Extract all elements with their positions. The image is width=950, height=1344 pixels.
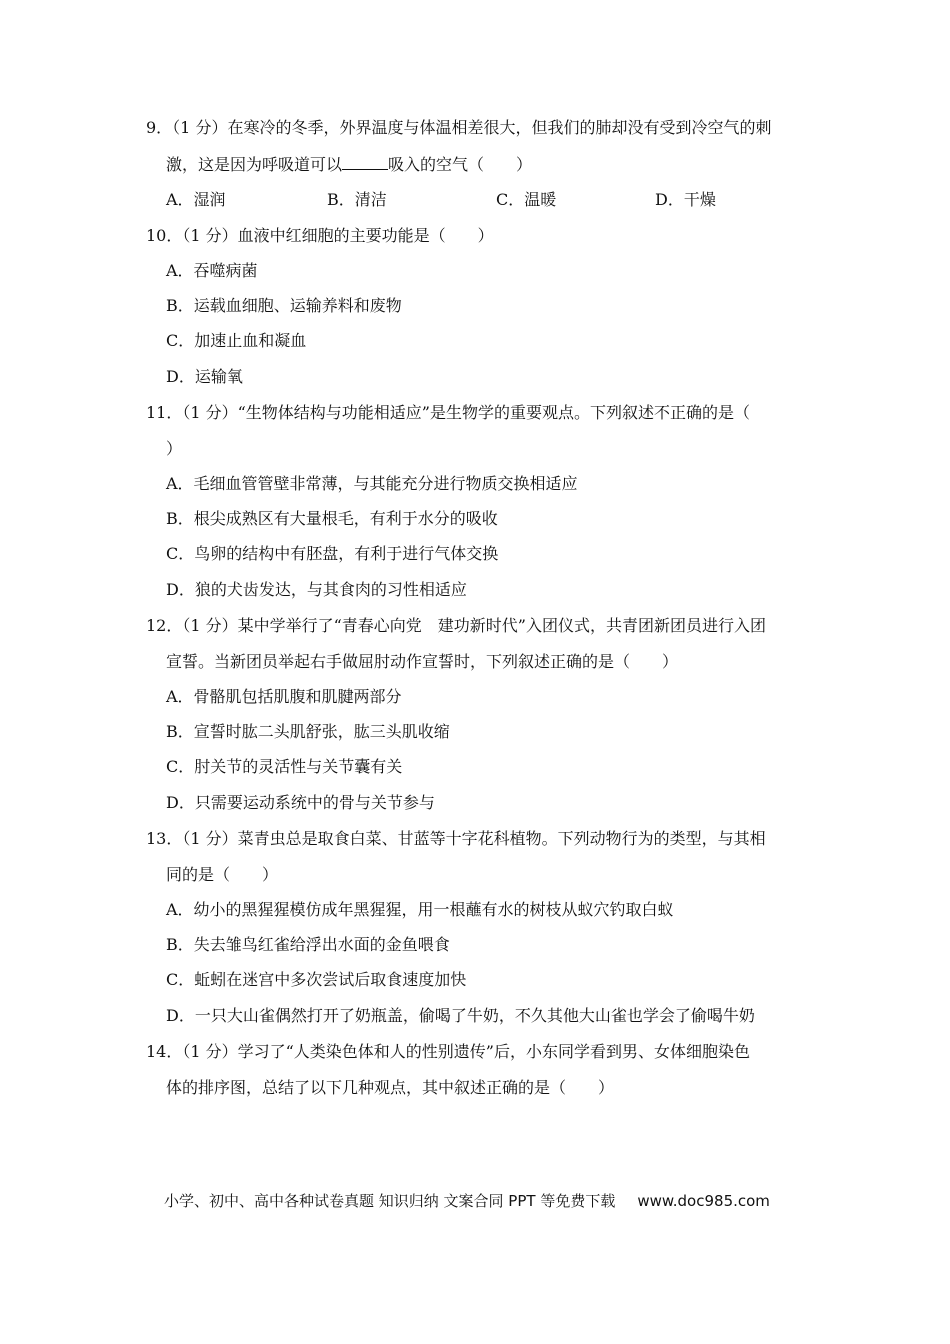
q11-stem-line1: 11．（1 分）“生物体结构与功能相适应”是生物学的重要观点。下列叙述不正确的是（: [146, 403, 750, 422]
q10-option-d: D．运输氧: [166, 367, 243, 386]
q9-blank: [342, 155, 388, 170]
q9-stem-pre: 激，这是因为呼吸道可以: [166, 155, 343, 174]
q10-stem: 10．（1 分）血液中红细胞的主要功能是（ ）: [146, 226, 494, 245]
q9-option-c: C．温暖: [496, 190, 557, 209]
q14-stem-line2: 体的排序图，总结了以下几种观点，其中叙述正确的是（ ）: [166, 1078, 615, 1097]
footer-url-link[interactable]: www.doc985.com: [637, 1192, 770, 1210]
q12-option-a: A．骨骼肌包括肌腹和肌腱两部分: [166, 687, 402, 706]
q9-option-a: A．湿润: [166, 190, 226, 209]
page-footer: [164, 1191, 770, 1211]
q13-stem-line1: 13．（1 分）菜青虫总是取食白菜、甘蓝等十字花科植物。下列动物行为的类型，与其相: [146, 829, 766, 848]
q13-stem-line2: 同的是（ ）: [166, 865, 279, 884]
q12-option-c: C．肘关节的灵活性与关节囊有关: [166, 757, 403, 776]
q12-option-b: B．宣誓时肱二头肌舒张，肱三头肌收缩: [166, 722, 450, 741]
q10-option-c: C．加速止血和凝血: [166, 331, 307, 350]
q11-stem-line2: ）: [166, 439, 183, 458]
footer-text: 小学、初中、高中各种试卷真题 知识归纳 文案合同 PPT 等免费下载: [164, 1192, 616, 1210]
q12-stem-line2: 宣誓。当新团员举起右手做屈肘动作宣誓时，下列叙述正确的是（ ）: [166, 652, 679, 671]
q10-option-b: B．运载血细胞、运输养料和废物: [166, 296, 402, 315]
q9-stem-post: 吸入的空气（ ）: [388, 155, 533, 174]
q9-stem-line1: 9．（1 分）在寒冷的冬季，外界温度与体温相差很大，但我们的肺却没有受到冷空气的刺: [146, 118, 772, 137]
q13-option-d: D．一只大山雀偶然打开了奶瓶盖，偷喝了牛奶，不久其他大山雀也学会了偷喝牛奶: [166, 1006, 755, 1025]
q12-stem-line1: 12．（1 分）某中学举行了“青春心向党 建功新时代”入团仪式，共青团新团员进行入团: [146, 616, 766, 635]
q9-stem-line2: [166, 155, 532, 175]
q11-option-c: C．鸟卵的结构中有胚盘，有利于进行气体交换: [166, 544, 499, 563]
q9-option-b: B．清洁: [327, 190, 387, 209]
q14-stem-line1: 14．（1 分）学习了“人类染色体和人的性别遗传”后，小东同学看到男、女体细胞染色: [146, 1042, 750, 1061]
q10-option-a: A．吞噬病菌: [166, 261, 258, 280]
q13-option-c: C．蚯蚓在迷宫中多次尝试后取食速度加快: [166, 970, 467, 989]
q13-option-b: B．失去雏鸟红雀给浮出水面的金鱼喂食: [166, 935, 450, 954]
q12-option-d: D．只需要运动系统中的骨与关节参与: [166, 793, 435, 812]
q11-option-a: A．毛细血管管壁非常薄，与其能充分进行物质交换相适应: [166, 474, 578, 493]
q11-option-d: D．狼的犬齿发达，与其食肉的习性相适应: [166, 580, 467, 599]
q9-option-d: D．干燥: [655, 190, 716, 209]
q13-option-a: A．幼小的黑猩猩模仿成年黑猩猩，用一根蘸有水的树枝从蚁穴钓取白蚁: [166, 900, 674, 919]
q11-option-b: B．根尖成熟区有大量根毛，有利于水分的吸收: [166, 509, 498, 528]
